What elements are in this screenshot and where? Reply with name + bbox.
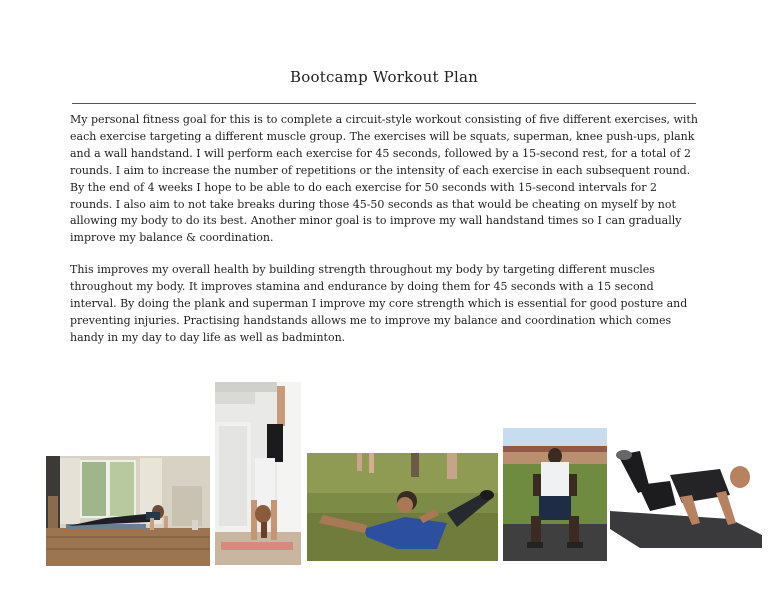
- pushup-image: [610, 445, 762, 548]
- superman-image: [307, 453, 498, 561]
- squat-image: [503, 428, 607, 561]
- knee-pushup-photo: [610, 445, 762, 548]
- goal-paragraph: My personal fitness goal for this is to complete a circuit-style workout consisting of five different exercises, with each exercise targeting a different muscle group. The exercises will be squats, superman, knee push-ups, plank and a wall handstand. I will perform each exercise for 45 seconds, followed by a 15-second rest, for a total of 2 rounds. I aim to increase the number of repetitions or the intensity of each exercise in each subsequent round. By the end of 4 weeks I hope to be able to do each exercise for 50 seconds with 15-second intervals for 2 rounds. I also aim to not take breaks during those 45-50 seconds as that would be cheating on myself by not allowing my body to do its best. Another minor goal is to improve my wall handstand times so I can gradually improve my balance & coordination.: [70, 113, 698, 245]
- page-title: Bootcamp Workout Plan: [290, 68, 478, 86]
- plank-image: [46, 456, 210, 566]
- superman-photo: [307, 453, 498, 561]
- handstand-image: [215, 382, 301, 565]
- plank-photo: [46, 456, 210, 566]
- wall-handstand-photo: [215, 382, 301, 565]
- health-benefits-paragraph: This improves my overall health by building strength throughout my body by targeting different muscles throughout my body. It improves stamina and endurance by doing them for 45 seconds with a 15 second interval. By doing the plank and superman I improve my core strength which is essential for good posture and preventing injuries. Practising handstands allows me to improve my balance and coordination which comes handy in my day to day life as well as badminton.: [70, 263, 688, 344]
- title-divider: [72, 103, 696, 104]
- squat-photo: [503, 428, 607, 561]
